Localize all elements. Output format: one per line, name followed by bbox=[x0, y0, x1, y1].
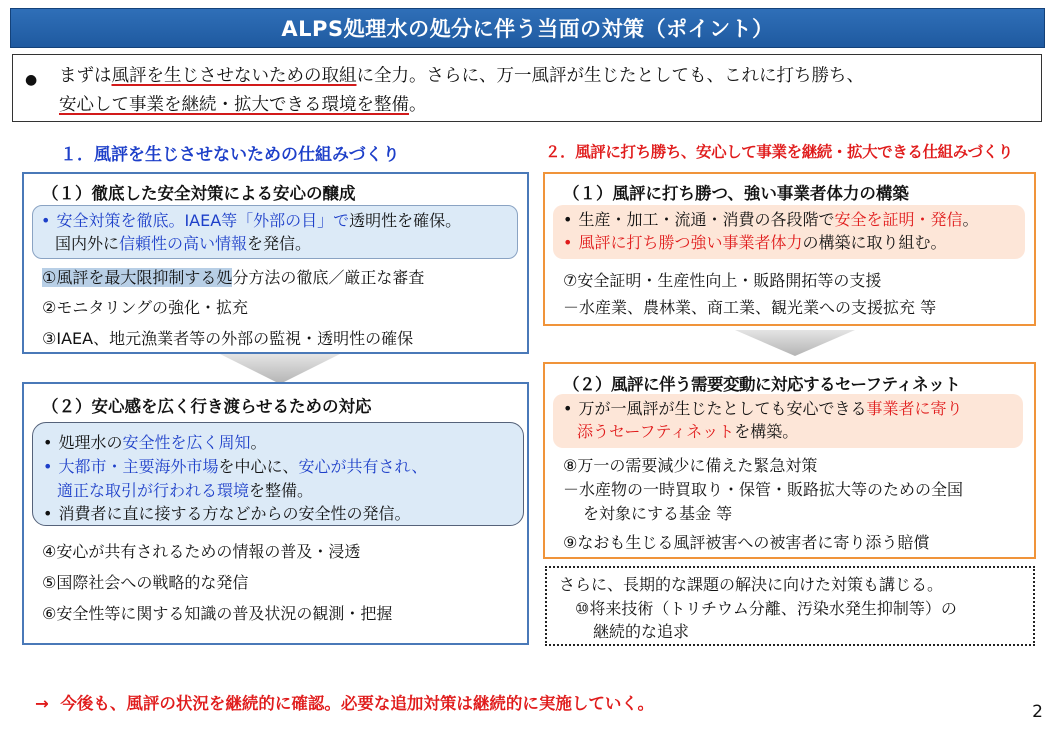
right-section-heading: ２．風評に打ち勝ち、安心して事業を継続・拡大できる仕組みづくり bbox=[545, 143, 1013, 161]
item-2: ②モニタリングの強化・拡充 bbox=[42, 298, 249, 317]
page-title: ALPS処理水の処分に伴う当面の対策（ポイント） bbox=[10, 8, 1045, 48]
page-number: 2 bbox=[1032, 702, 1043, 722]
conclusion-text: → 今後も、風評の状況を継続的に確認。必要な追加対策は継続的に実施していく。 bbox=[35, 694, 654, 713]
left-box-2-bullet-2: • 大都市・主要海外市場を中心に、安心が共有され、 bbox=[43, 457, 428, 476]
left-box-1-hl-line-2: 国内外に信頼性の高い情報を発信。 bbox=[55, 234, 312, 253]
long-term-box bbox=[545, 566, 1035, 646]
left-box-1 bbox=[22, 172, 529, 354]
item-7: ⑦安全証明・生産性向上・販路開拓等の支援 bbox=[563, 271, 882, 290]
item-10: ⑩将来技術（トリチウム分離、汚染水発生抑制等）の bbox=[575, 599, 957, 618]
left-box-2-title: （２）安心感を広く行き渡らせるための対応 bbox=[42, 397, 372, 416]
right-box-1-bullet-1: • 生産・加工・流通・消費の各段階で安全を証明・発信。 bbox=[563, 210, 979, 229]
right-box-1-title: （１）風評に打ち勝つ、強い事業者体力の構築 bbox=[563, 184, 909, 203]
left-section-heading: １．風評を生じさせないための仕組みづくり bbox=[60, 145, 400, 165]
long-term-line-1: さらに、長期的な課題の解決に向けた対策も講じる。 bbox=[559, 575, 944, 594]
item-9: ⑨なおも生じる風評被害への被害者に寄り添う賠償 bbox=[563, 533, 930, 552]
right-box-2-highlight bbox=[553, 394, 1023, 448]
right-box-1-highlight bbox=[553, 205, 1025, 259]
item-5: ⑤国際社会への戦略的な発信 bbox=[42, 573, 249, 592]
item-6: ⑥安全性等に関する知識の普及状況の観測・把握 bbox=[42, 604, 393, 623]
item-3: ③IAEA、地元漁業者等の外部の監視・透明性の確保 bbox=[42, 329, 414, 348]
item-8-sub-1: －水産物の一時買取り・保管・販路拡大等のための全国 bbox=[563, 480, 964, 499]
left-box-2-bullet-2-cont: 適正な取引が行われる環境を整備。 bbox=[57, 481, 314, 500]
right-box-1-bullet-2: • 風評に打ち勝つ強い事業者体力の構築に取り組む。 bbox=[563, 233, 947, 252]
item-8: ⑧万一の需要減少に備えた緊急対策 bbox=[563, 456, 818, 475]
right-box-2 bbox=[543, 362, 1036, 559]
right-arrow-icon: → bbox=[35, 694, 49, 713]
item-10-cont: 継続的な追求 bbox=[593, 622, 690, 641]
left-box-1-hl-line-1: • 安全対策を徹底。IAEA等「外部の目」で透明性を確保。 bbox=[41, 211, 462, 230]
right-box-2-title: （２）風評に伴う需要変動に対応するセーフティネット bbox=[563, 375, 961, 394]
right-box-1 bbox=[543, 172, 1036, 326]
left-box-2-highlight bbox=[32, 422, 524, 526]
bullet-icon: ● bbox=[25, 72, 38, 88]
summary-line-2: 安心して事業を継続・拡大できる環境を整備。 bbox=[59, 95, 427, 115]
item-8-sub-2: を対象にする基金 等 bbox=[583, 504, 733, 523]
summary-box bbox=[12, 54, 1042, 122]
left-box-2 bbox=[22, 382, 529, 645]
left-box-1-title: （１）徹底した安全対策による安心の醸成 bbox=[42, 184, 356, 203]
right-box-2-bullet-1: • 万が一風評が生じたとしても安心できる事業者に寄り bbox=[563, 399, 963, 418]
summary-line-1: まずは風評を生じさせないための取組に全力。さらに、万一風評が生じたとしても、これに打ち勝ち、 bbox=[59, 66, 864, 86]
left-box-2-bullet-1: • 処理水の安全性を広く周知。 bbox=[43, 433, 267, 452]
left-box-2-bullet-3: • 消費者に直に接する方などからの安全性の発信。 bbox=[43, 504, 411, 523]
right-box-2-bullet-1-cont: 添うセーフティネットを構築。 bbox=[577, 422, 799, 441]
left-box-1-highlight bbox=[32, 205, 518, 259]
item-7-sub: －水産業、農林業、商工業、観光業への支援拡充 等 bbox=[563, 298, 937, 317]
item-4: ④安心が共有されるための情報の普及・浸透 bbox=[42, 542, 361, 561]
down-arrow-icon bbox=[735, 330, 855, 358]
item-1: ①風評を最大限抑制する処分方法の徹底／厳正な審査 bbox=[42, 268, 425, 287]
